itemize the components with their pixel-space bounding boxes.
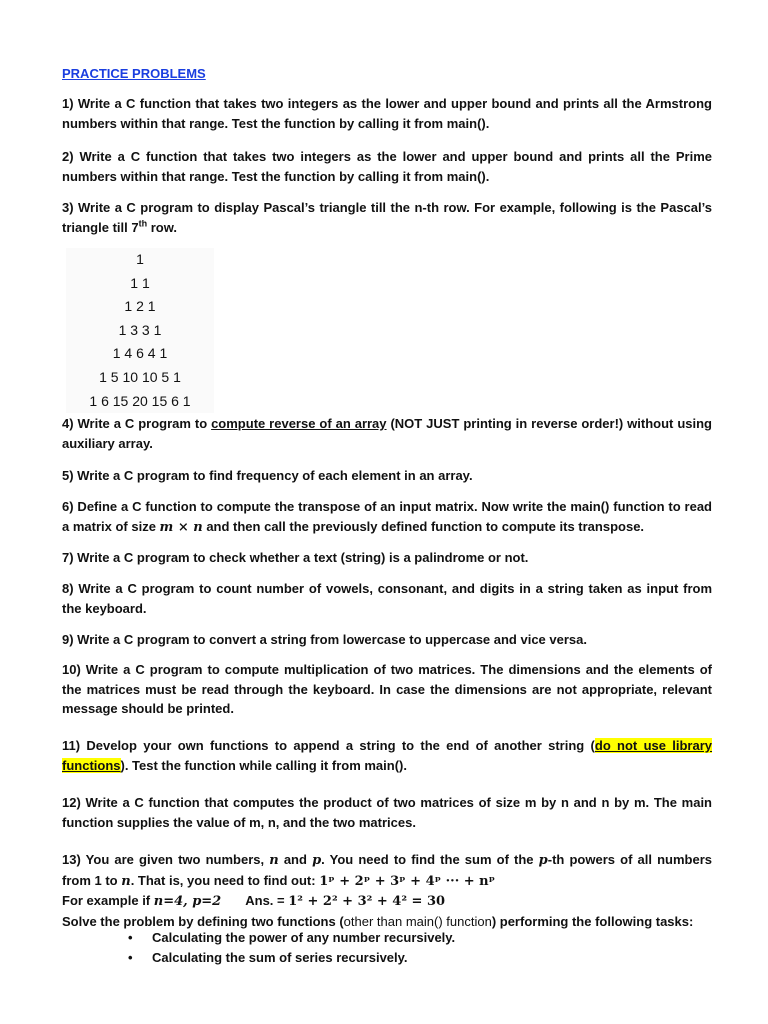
pascal-row: 1 4 6 4 1 bbox=[112, 345, 168, 362]
problem-4: 4) Write a C program to compute reverse of an array (NOT JUST printing in reverse order!) without using auxiliary array. bbox=[62, 416, 712, 451]
problem-13-instructions: Solve the problem by defining two functions (other than main() function) performing the following tasks: bbox=[62, 913, 694, 929]
pascal-row: 1 2 1 bbox=[124, 298, 156, 315]
list-item: • Calculating the power of any number recursively. bbox=[128, 928, 455, 948]
problem-3: 3) Write a C program to display Pascal’s triangle till the n-th row. For example, following is the Pascal’s triangle till 7th row. bbox=[62, 200, 712, 235]
page-title: PRACTICE PROBLEMS bbox=[62, 66, 206, 81]
problem-13-statement: 13) You are given two numbers, n and p. You need to find the sum of the p-th powers of all numbers from 1 to n. That is, you need to find out: 1ᵖ + 2ᵖ + 3ᵖ + 4ᵖ ··· + nᵖ bbox=[62, 852, 712, 889]
bullet-list bbox=[128, 928, 455, 967]
pascal-triangle bbox=[66, 248, 214, 413]
problem-9: 9) Write a C program to convert a string from lowercase to uppercase and vice versa. bbox=[62, 632, 587, 647]
problem-13 bbox=[62, 850, 712, 931]
problem-12: 12) Write a C function that computes the product of two matrices of size m by n and n by m. The main function supplies the value of m, n, and the two matrices. bbox=[62, 795, 712, 830]
pascal-row: 1 3 3 1 bbox=[118, 321, 162, 338]
pascal-row: 1 1 bbox=[130, 274, 150, 291]
example-answer: 1² + 2² + 3² + 4² = 30 bbox=[288, 894, 446, 909]
bullet-icon: • bbox=[128, 949, 133, 965]
bullet-icon: • bbox=[128, 930, 133, 945]
problem-7: 7) Write a C program to check whether a text (string) is a palindrome or not. bbox=[62, 550, 529, 565]
problem-6: 6) Define a C function to compute the transpose of an input matrix. Now write the main() function to read a matrix of size m × n and then call the previously defined function to compute its transpose. bbox=[62, 499, 712, 535]
problem-2: 2) Write a C function that takes two integers as the lower and upper bound and prints all the Prime numbers within that range. Test the function by calling it from main(). bbox=[62, 149, 712, 184]
list-item: • Calculating the sum of series recursively. bbox=[128, 948, 455, 968]
problem-8: 8) Write a C program to count number of vowels, consonant, and digits in a string taken as input from the keyboard. bbox=[62, 581, 712, 616]
pascal-row: 1 bbox=[136, 251, 144, 267]
pascal-row: 1 6 15 20 15 6 1 bbox=[89, 392, 191, 409]
problem-1: 1) Write a C function that takes two integers as the lower and upper bound and prints all the Armstrong numbers within that range. Test the function by calling it from main(). bbox=[62, 96, 712, 131]
pascal-row: 1 5 10 10 5 1 bbox=[99, 368, 181, 385]
problem-13-example: For example if n=4, p=2 Ans. = 1² + 2² + 3² + 4² = 30 bbox=[62, 893, 446, 909]
problem-11: 11) Develop your own functions to append a string to the end of another string (do not use library functions). Test the function while calling it from main(). bbox=[62, 738, 713, 773]
series-formula: 1ᵖ + 2ᵖ + 3ᵖ + 4ᵖ ··· + nᵖ bbox=[319, 873, 496, 889]
problem-5: 5) Write a C program to find frequency of each element in an array. bbox=[62, 468, 473, 483]
problem-10: 10) Write a C program to compute multiplication of two matrices. The dimensions and the elements of the matrices must be read through the keyboard. In case the dimensions are not appropriate, relevant message should be printed. bbox=[62, 662, 712, 716]
